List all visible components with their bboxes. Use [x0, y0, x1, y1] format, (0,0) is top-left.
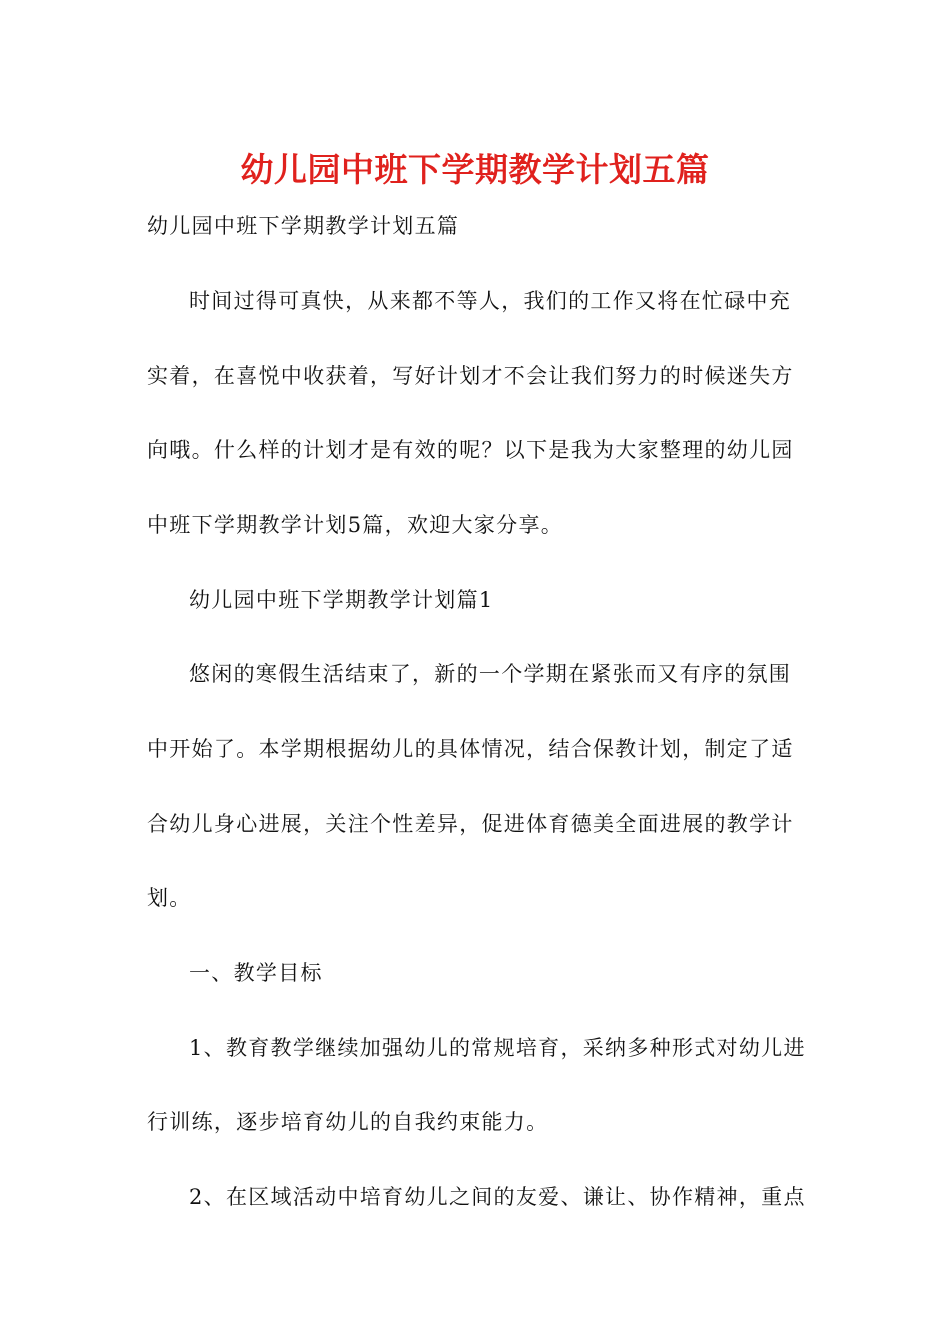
paragraph-line: 2、在区域活动中培育幼儿之间的友爱、谦让、协作精神，重点	[189, 1185, 806, 1209]
paragraph-line: 悠闲的寒假生活结束了，新的一个学期在紧张而又有序的氛围	[189, 662, 792, 686]
paragraph-line: 合幼儿身心进展，关注个性差异，促进体育德美全面进展的教学计	[147, 812, 794, 836]
paragraph-line: 划。	[147, 886, 192, 910]
paragraph-line: 中班下学期教学计划5篇，欢迎大家分享。	[147, 513, 564, 537]
paragraph-line: 1、教育教学继续加强幼儿的常规培育，采纳多种形式对幼儿进	[189, 1036, 806, 1060]
paragraph-line: 实着，在喜悦中收获着，写好计划才不会让我们努力的时候迷失方	[147, 364, 794, 388]
paragraph-line: 行训练，逐步培育幼儿的自我约束能力。	[147, 1110, 549, 1134]
paragraph-line: 时间过得可真快，从来都不等人，我们的工作又将在忙碌中充	[189, 289, 792, 313]
paragraph-line: 中开始了。本学期根据幼儿的具体情况，结合保教计划，制定了适	[147, 737, 794, 761]
section-heading: 一、教学目标	[189, 961, 323, 985]
document-title: 幼儿园中班下学期教学计划五篇	[240, 150, 710, 189]
section-heading: 幼儿园中班下学期教学计划篇1	[189, 588, 494, 612]
paragraph-line: 向哦。什么样的计划才是有效的呢？以下是我为大家整理的幼儿园	[147, 438, 794, 462]
subtitle-line: 幼儿园中班下学期教学计划五篇	[147, 214, 460, 238]
